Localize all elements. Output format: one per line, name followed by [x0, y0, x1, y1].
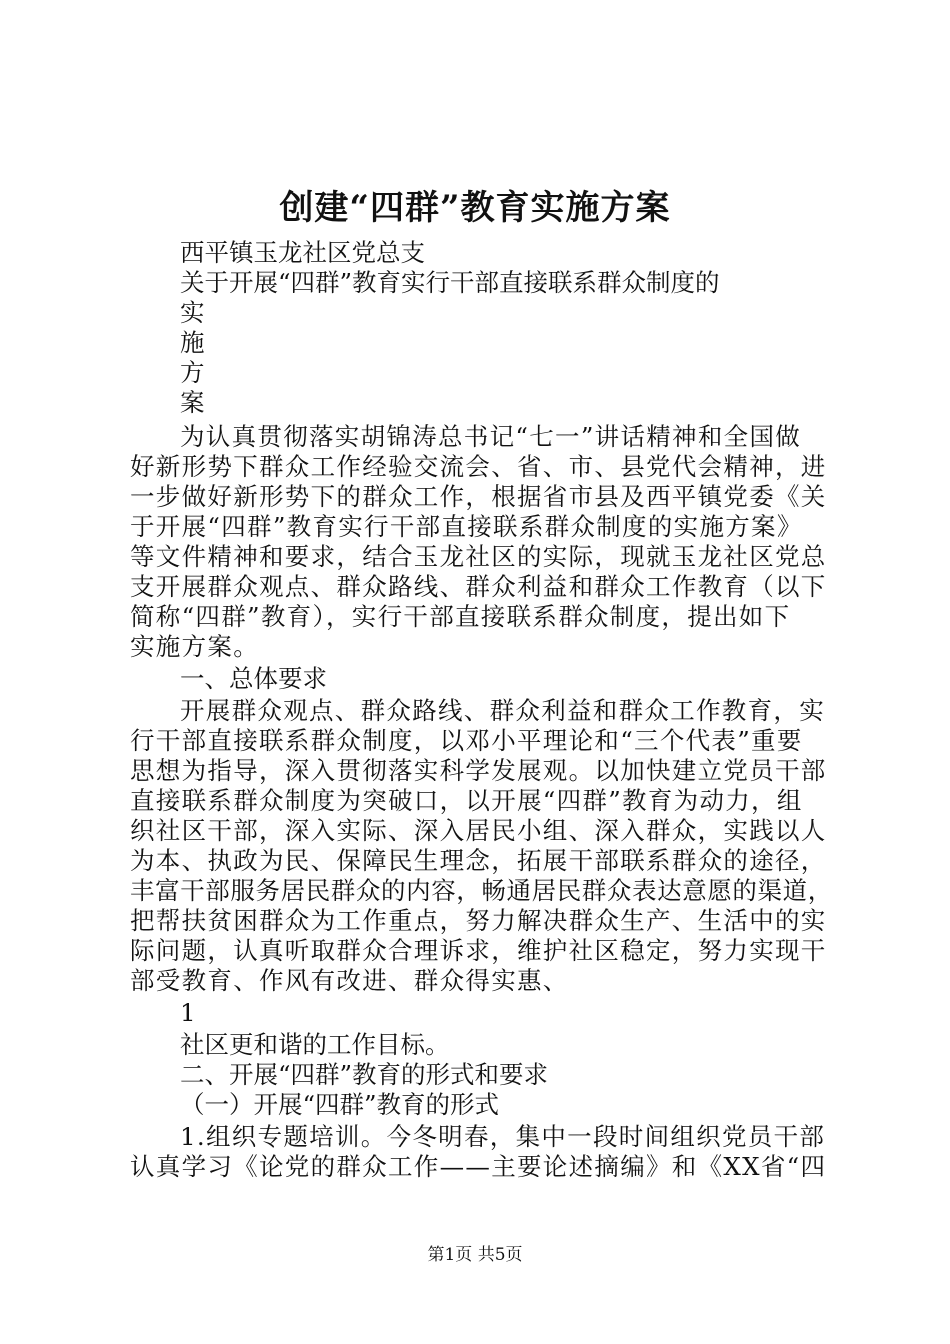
document-subtitle: 关于开展“四群”教育实行干部直接联系群众制度的 — [180, 268, 720, 297]
section1-line: 际问题，认真听取群众合理诉求，维护社区稳定，努力实现干 — [130, 936, 827, 965]
section-heading: 一、总体要求 — [180, 664, 327, 693]
inline-page-marker: 1 — [180, 998, 196, 1027]
intro-line: 实施方案。 — [130, 632, 259, 661]
intro-line: 一步做好新形势下的群众工作，根据省市县及西平镇党委《关 — [130, 482, 827, 511]
section1-line: 织社区干部，深入实际、深入居民小组、深入群众，实践以人 — [130, 816, 827, 845]
section1-line: 思想为指导，深入贯彻落实科学发展观。以加快建立党员干部 — [130, 756, 827, 785]
continued-line: 社区更和谐的工作目标。 — [180, 1030, 450, 1059]
subsection-heading: （一）开展“四群”教育的形式 — [180, 1090, 500, 1119]
intro-line: 等文件精神和要求，结合玉龙社区的实际，现就玉龙社区党总 — [130, 542, 827, 571]
section1-line: 直接联系群众制度为突破口，以开展“四群”教育为动力，组 — [130, 786, 803, 815]
item-line: 1.组织专题培训。今冬明春，集中一段时间组织党员干部 — [180, 1122, 826, 1151]
intro-line: 为认真贯彻落实胡锦涛总书记“七一”讲话精神和全国做 — [180, 422, 802, 451]
intro-line: 于开展“四群”教育实行干部直接联系群众制度的实施方案》 — [130, 512, 803, 541]
section1-line: 开展群众观点、群众路线、群众利益和群众工作教育，实 — [180, 696, 825, 725]
item-line: 认真学习《论党的群众工作——主要论述摘编》和《XX省“四 — [130, 1152, 827, 1181]
section1-line: 行干部直接联系群众制度，以邓小平理论和“三个代表”重要 — [130, 726, 803, 755]
section1-line: 把帮扶贫困群众为工作重点，努力解决群众生产、生活中的实 — [130, 906, 827, 935]
intro-line: 支开展群众观点、群众路线、群众利益和群众工作教育（以下 — [130, 572, 827, 601]
section1-line: 为本、执政为民、保障民生理念，拓展干部联系群众的途径， — [130, 846, 827, 875]
issuing-organization: 西平镇玉龙社区党总支 — [180, 238, 425, 267]
intro-line: 好新形势下群众工作经验交流会、省、市、县党代会精神，进 — [130, 452, 827, 481]
document-title: 创建“四群”教育实施方案 — [279, 188, 671, 228]
intro-line: 简称“四群”教育），实行干部直接联系群众制度，提出如下 — [130, 602, 791, 631]
section1-line: 部受教育、作风有改进、群众得实惠、 — [130, 966, 569, 995]
section-heading: 二、开展“四群”教育的形式和要求 — [180, 1060, 549, 1089]
subtitle-char: 施 — [180, 328, 205, 357]
subtitle-char: 实 — [180, 298, 205, 327]
section1-line: 丰富干部服务居民群众的内容，畅通居民群众表达意愿的渠道， — [130, 876, 833, 905]
page-footer: 第1页 共5页 — [427, 1245, 523, 1265]
subtitle-char: 案 — [180, 388, 205, 417]
subtitle-char: 方 — [180, 358, 205, 387]
